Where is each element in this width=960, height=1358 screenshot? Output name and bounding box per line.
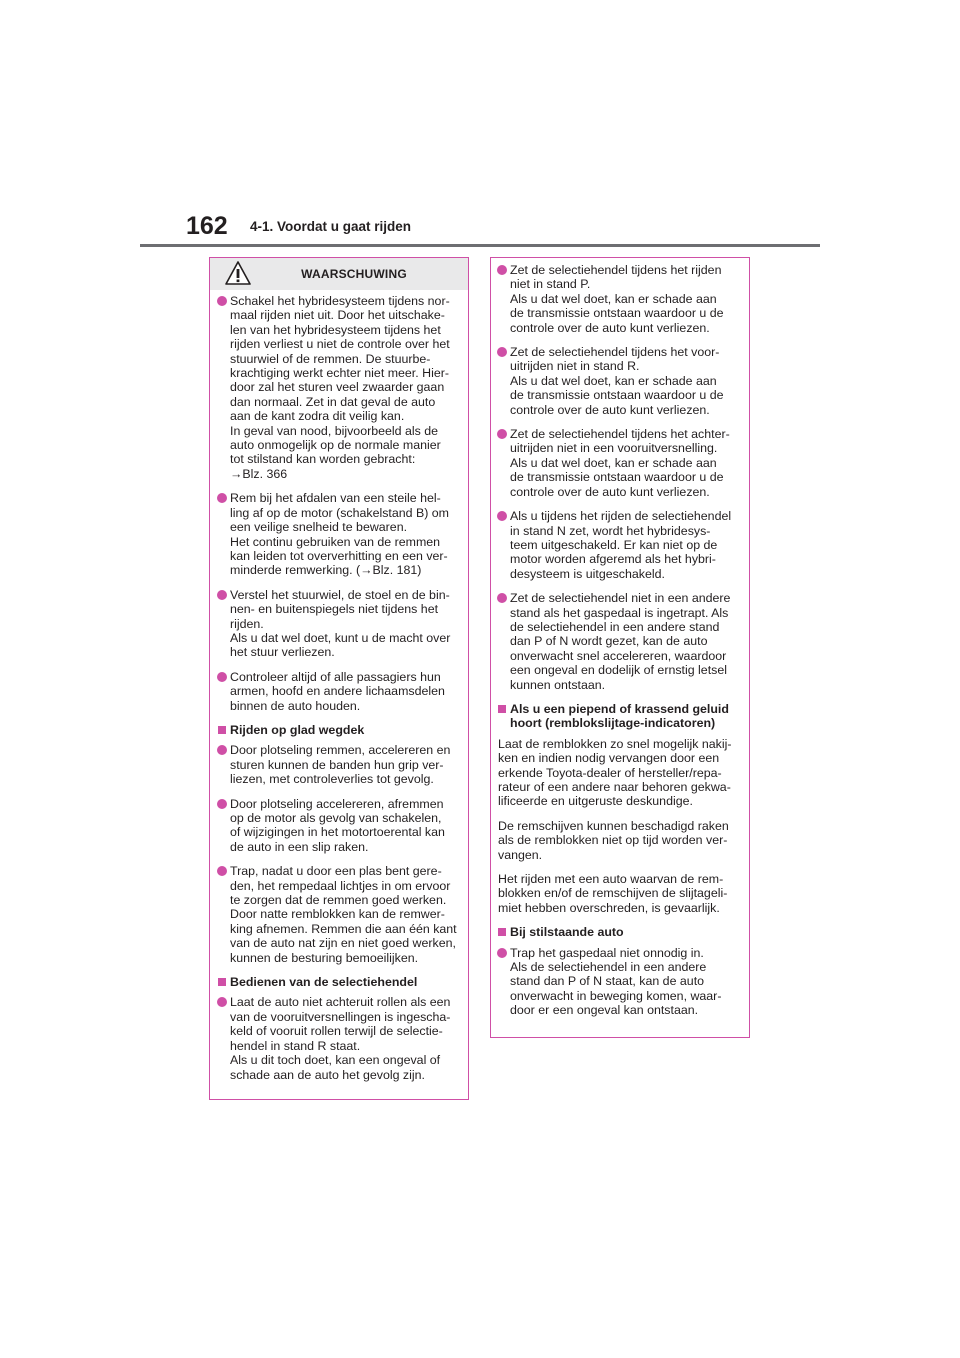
warning-item: Trap het gaspedaal niet onnodig in. Als de selectiehendel in een andere stand dan P of N staat, kan de auto onverwacht in beweging komen, waar- door er een ongeval kan ontstaan. [498,946,743,1018]
paragraph: Het rijden met een auto waarvan de rem- blokken en/of de remschijven de slijtageli- miet hebben overschreden, is gevaarlijk. [498,872,728,915]
bullet-icon [497,593,507,603]
warning-item: Verstel het stuurwiel, de stoel en de bin- nen- en buitenspiegels niet tijdens het rijden. Als u dat wel doet, kunt u de macht over het stuur verliezen. [218,588,462,660]
square-bullet-icon [498,928,506,936]
subheading-slippery-road: Rijden op glad wegdek [218,723,462,737]
warning-item: Schakel het hybridesysteem tijdens nor- maal rijden niet uit. Door het uitschake- len van het hybridesysteem tijdens het rijden verliest u niet de controle over het stuurwiel of de remmen. De stuurbe- krachtiging werkt echter niet meer. Hier- door zal het sturen veel zwaarder gaan dan normaal. Zet in dat geval de auto aan de kant zodra dit veilig kan. In geval van nood, bijvoorbeeld als de auto onmogelijk op de normale manier tot stilstand kan worden gebracht: →Blz. 366 [218,294,462,481]
continued-content [491,258,749,1018]
square-bullet-icon [218,978,226,986]
warning-item: Door plotseling accelereren, afremmen op de motor als gevolg van schakelen, of wijzigingen in het motortoerental kan de auto in een slip raken. [218,797,462,855]
warning-item: Zet de selectiehendel tijdens het voor- uitrijden niet in stand R. Als u dat wel doet, kan er schade aan de transmissie ontstaan waardoor u de controle over de auto kunt verliezen. [498,345,743,417]
bullet-icon [217,493,227,503]
subheading-selector-lever: Bedienen van de selectiehendel [218,975,462,989]
bullet-icon [217,672,227,682]
warning-item: Trap, nadat u door een plas bent gere- den, het rempedaal lichtjes in om ervoor te zorgen dat de remmen goed werken. Door natte remblokken kan de remwer- king afnemen. Remmen die aan één kant van de auto nat zijn en niet goed werken, kunnen de besturing bemoeilijken. [218,864,462,965]
bullet-icon [497,511,507,521]
warning-item: Zet de selectiehendel tijdens het rijden niet in stand P. Als u dat wel doet, kan er schade aan de transmissie ontstaan waardoor u de controle over de auto kunt verliezen. [498,263,743,335]
bullet-icon [217,590,227,600]
subheading-brake-squeal: Als u een piepend of krassend geluid hoort (remblokslijtage-indicatoren) [498,702,743,731]
page-number: 162 [186,212,228,240]
warning-item: Zet de selectiehendel tijdens het achter- uitrijden niet in een vooruitversnelling. Als u dat wel doet, kan er schade aan de transmissie ontstaan waardoor u de controle over de auto kunt verliezen. [498,427,743,499]
warning-item: Laat de auto niet achteruit rollen als een van de vooruitversnellingen is ingescha- keld of vooruit rollen terwijl de selectie- hendel in stand R staat. Als u dit toch doet, kan een ongeval of schade aan de auto het gevolg zijn. [218,995,462,1081]
warning-item: Als u tijdens het rijden de selectiehendel in stand N zet, wordt het hybridesys- teem uitgeschakeld. Er kan niet op de motor worden afgeremd als het hybri- desysteem is uitgeschakeld. [498,509,743,581]
bullet-icon [497,429,507,439]
paragraph: Laat de remblokken zo snel mogelijk nakij- ken en indien nodig vervangen door een erkende Toyota-dealer of hersteller/repa- rateur of een andere naar behoren gekwa- lificeerde en uitgeruste deskundige. [498,736,732,809]
warning-item: Rem bij het afdalen van een steile hel- ling af op de motor (schakelstand B) om een veilige snelheid te bewaren. Het continu gebruiken van de remmen kan leiden tot oververhitting en een ver- minderde remwerking. (→Blz. 181) [218,491,462,577]
header-rule [140,244,820,247]
square-bullet-icon [218,726,226,734]
bullet-icon [217,745,227,755]
warning-box [209,257,469,1100]
warning-item: Door plotseling remmen, accelereren en sturen kunnen de banden hun grip ver- liezen, met controleverlies tot gevolg. [218,743,462,786]
paragraph: De remschijven kunnen beschadigd raken als de remblokken niet op tijd worden ver- vangen. [498,818,729,862]
warning-header [210,258,468,290]
warning-item: Zet de selectiehendel niet in een andere stand als het gaspedaal is ingetrapt. Als de selectiehendel in een andere stand dan P of N wordt gezet, kan de auto onverwacht snel accelereren, waardoor een ongeval en dodelijk of ernstig letsel kunnen ontstaan. [498,591,743,692]
bullet-icon [217,296,227,306]
bullet-icon [217,997,227,1007]
subheading-stationary: Bij stilstaande auto [498,925,743,939]
warning-title: WAARSCHUWING [301,267,407,281]
warning-content [210,290,468,1082]
bullet-icon [217,866,227,876]
section-title: 4-1. Voordat u gaat rijden [250,219,412,234]
bullet-icon [497,948,507,958]
continued-warning-box [490,257,750,1038]
bullet-icon [217,799,227,809]
bullet-icon [497,265,507,275]
warning-item: Controleer altijd of alle passagiers hun armen, hoofd en andere lichaamsdelen binnen de auto houden. [218,670,462,713]
square-bullet-icon [498,705,506,713]
bullet-icon [497,347,507,357]
warning-triangle-icon [225,261,251,285]
